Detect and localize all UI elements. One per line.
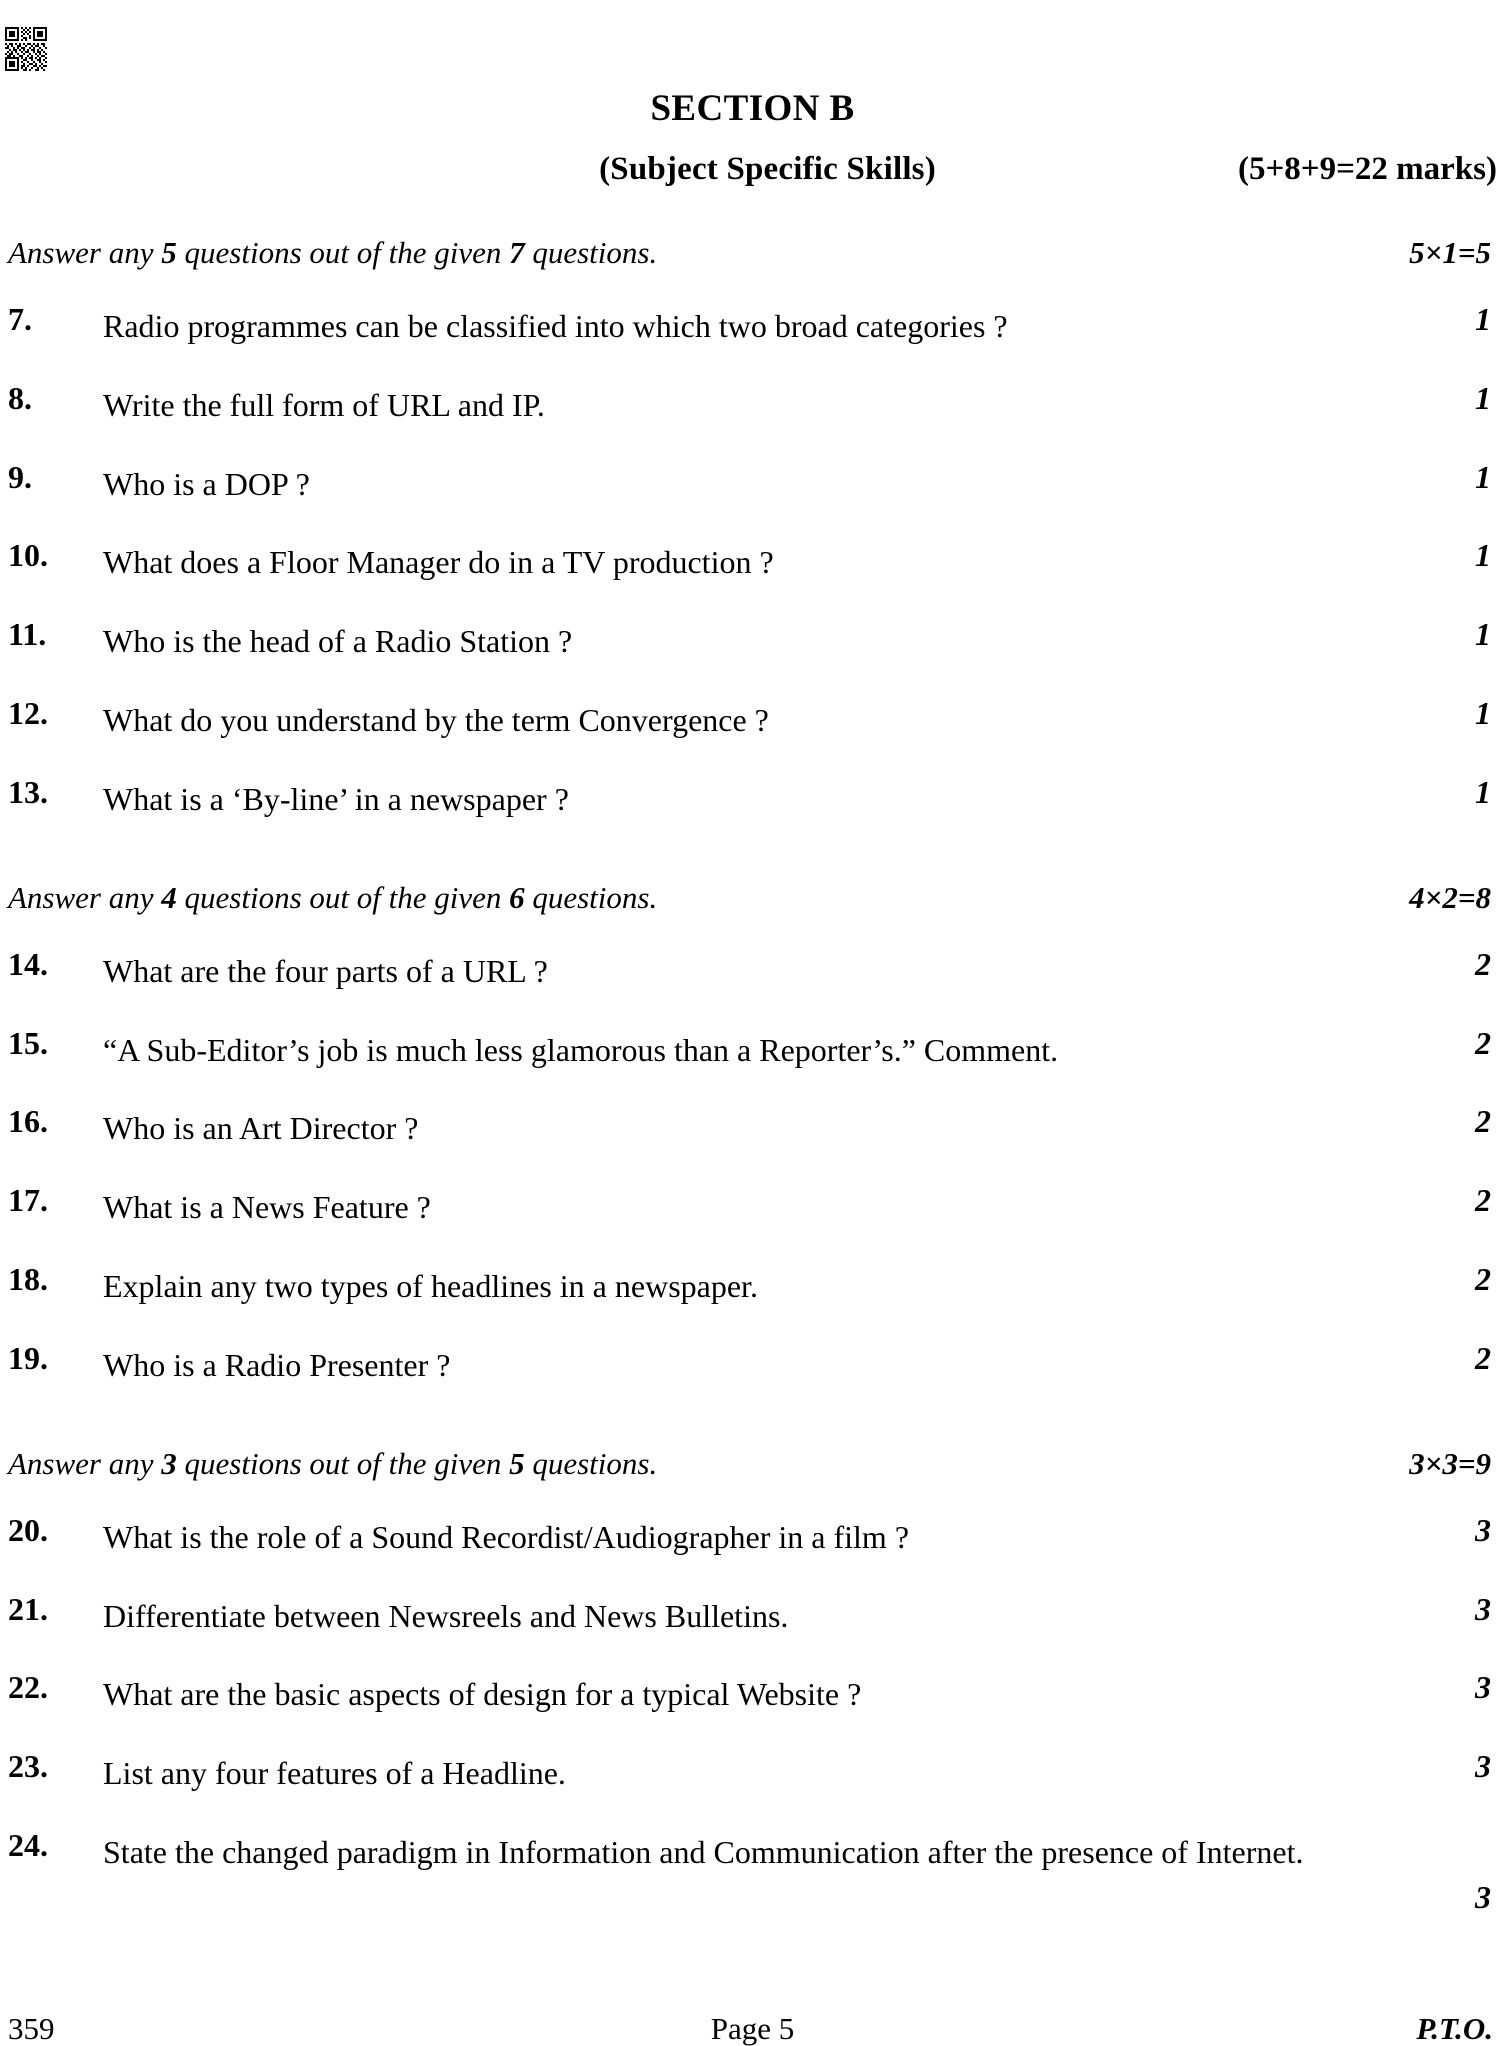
pto-label: P.T.O. (1416, 2011, 1493, 2046)
question-number: 12. (8, 695, 48, 732)
question-text: What is the role of a Sound Recordist/Audiographer in a film ? (103, 1518, 910, 1555)
question-number: 18. (8, 1261, 48, 1298)
question-text: Who is an Art Director ? (103, 1110, 419, 1147)
question-text: What does a Floor Manager do in a TV production ? (103, 544, 774, 581)
question-marks: 3 (1475, 1590, 1491, 1627)
question-text: Who is the head of a Radio Station ? (103, 623, 573, 660)
question-marks: 2 (1475, 1182, 1491, 1219)
question-number: 15. (8, 1024, 48, 1061)
question-marks: 1 (1475, 695, 1491, 732)
question-row (8, 1103, 1497, 1155)
question-number: 16. (8, 1103, 48, 1140)
question-number: 17. (8, 1182, 48, 1219)
question-row (8, 1512, 1497, 1564)
instruction-row (8, 1445, 1497, 1488)
question-row (8, 1025, 1497, 1077)
question-text: What is a News Feature ? (103, 1189, 431, 1226)
question-marks: 3 (1475, 1879, 1491, 1916)
question-marks: 2 (1475, 1339, 1491, 1376)
question-row (8, 1261, 1497, 1313)
question-number: 8. (8, 379, 32, 416)
question-row (8, 1340, 1497, 1392)
question-row (8, 1748, 1497, 1800)
instruction-row (8, 237, 1497, 277)
question-number: 21. (8, 1590, 48, 1627)
page-number: Page 5 (710, 2011, 795, 2046)
question-row (8, 946, 1497, 998)
question-number: 9. (8, 458, 32, 495)
question-marks: 2 (1475, 1261, 1491, 1298)
subtitle-row (8, 153, 1497, 197)
question-marks: 1 (1475, 537, 1491, 574)
paper-code: 359 (8, 2011, 55, 2046)
question-number: 24. (8, 1827, 48, 1864)
question-marks: 1 (1475, 616, 1491, 653)
instruction-text: Answer any 3 questions out of the given 5 questions. (8, 1445, 658, 1481)
question-marks: 1 (1475, 301, 1491, 337)
instruction-text: Answer any 4 questions out of the given 6 questions. (8, 879, 658, 915)
instruction-marks: 3×3=9 (1409, 1445, 1491, 1481)
question-text: Who is a Radio Presenter ? (103, 1346, 451, 1383)
question-number: 20. (8, 1511, 48, 1548)
question-row (8, 1591, 1497, 1643)
question-text: Who is a DOP ? (103, 465, 310, 502)
question-marks: 3 (1475, 1511, 1491, 1548)
question-row (8, 380, 1497, 432)
question-number: 11. (8, 616, 47, 653)
question-marks: 1 (1475, 379, 1491, 416)
question-number: 10. (8, 537, 48, 574)
question-number: 14. (8, 945, 48, 982)
question-marks: 1 (1475, 458, 1491, 495)
question-number: 22. (8, 1669, 48, 1706)
question-row (8, 1827, 1497, 1916)
question-text: Write the full form of URL and IP. (103, 386, 545, 423)
paper-content (8, 0, 1497, 1916)
question-row (8, 459, 1497, 511)
question-marks: 3 (1475, 1748, 1491, 1785)
question-text: State the changed paradigm in Information and Communication after the presence of Internet. (103, 1834, 1304, 1871)
section-subtitle: (Subject Specific Skills) (599, 151, 936, 187)
question-row (8, 1182, 1497, 1234)
question-marks: 1 (1475, 773, 1491, 810)
question-text: What do you understand by the term Convergence ? (103, 702, 769, 739)
question-number: 13. (8, 773, 48, 810)
page-title: SECTION B (650, 88, 855, 129)
question-text: What are the basic aspects of design for a typical Website ? (103, 1676, 862, 1713)
question-marks: 3 (1475, 1669, 1491, 1706)
question-marks: 2 (1475, 1024, 1491, 1061)
instruction-marks: 5×1=5 (1409, 235, 1491, 270)
question-text: Radio programmes can be classified into which two broad categories ? (103, 308, 1008, 344)
instruction-marks: 4×2=8 (1409, 879, 1491, 915)
question-row (8, 695, 1497, 747)
instruction-row (8, 879, 1497, 922)
question-text: List any four features of a Headline. (103, 1755, 566, 1792)
question-text: What is a ‘By-line’ in a newspaper ? (103, 780, 569, 817)
question-text: Explain any two types of headlines in a newspaper. (103, 1268, 758, 1305)
question-row (8, 301, 1497, 353)
question-number: 7. (8, 301, 32, 337)
question-text: What are the four parts of a URL ? (103, 952, 548, 989)
question-row (8, 774, 1497, 826)
question-marks: 2 (1475, 945, 1491, 982)
page-footer (8, 1998, 1497, 2044)
question-row (8, 616, 1497, 668)
question-row (8, 1669, 1497, 1721)
question-number: 19. (8, 1339, 48, 1376)
question-row (8, 537, 1497, 589)
instruction-text: Answer any 5 questions out of the given 7 questions. (8, 235, 658, 270)
question-number: 23. (8, 1748, 48, 1785)
section-total-marks: (5+8+9=22 marks) (1238, 151, 1497, 187)
question-text: “A Sub-Editor’s job is much less glamorous than a Reporter’s.” Comment. (103, 1031, 1059, 1068)
question-marks: 2 (1475, 1103, 1491, 1140)
question-text: Differentiate between Newsreels and News Bulletins. (103, 1597, 789, 1634)
